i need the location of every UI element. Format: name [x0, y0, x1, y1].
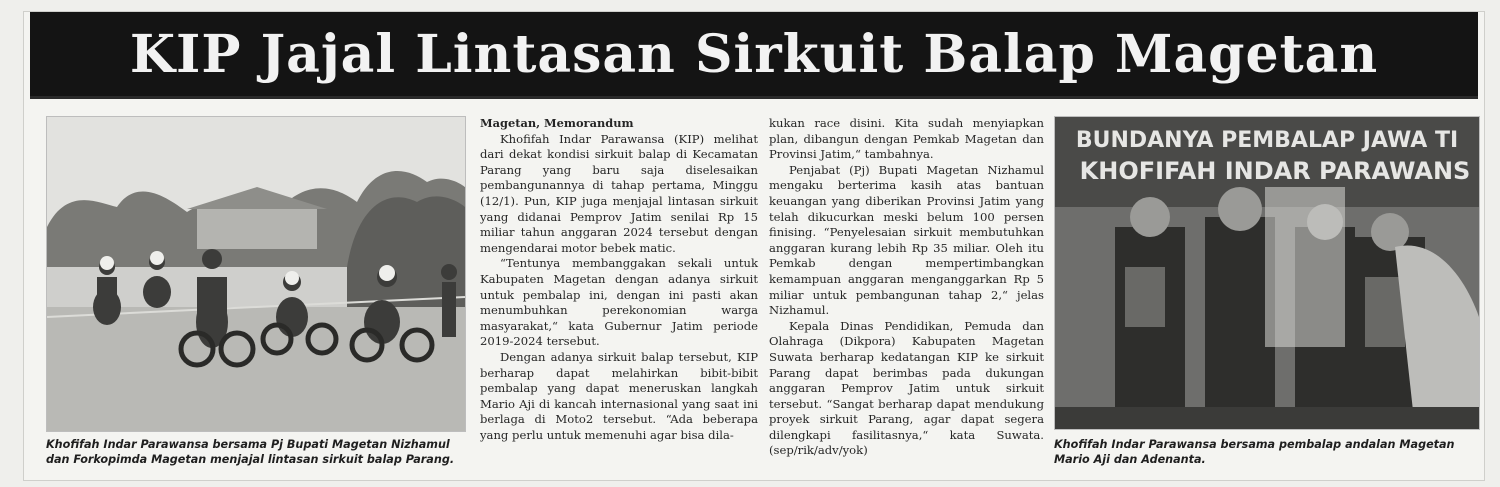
- caption-right: Khofifah Indar Parawansa bersama pembalap andalan Magetan Mario Aji dan Adenanta.: [1054, 438, 1455, 466]
- headline: KIP Jajal Lintasan Sirkuit Balap Magetan: [129, 23, 1379, 85]
- newspaper-clipping: [24, 12, 1484, 480]
- dateline: Magetan, Memorandum: [480, 116, 634, 130]
- headline-banner: [30, 12, 1478, 96]
- paragraph: Kepala Dinas Pendidikan, Pemuda dan Olahraga (Dikpora) Kabupaten Magetan Suwata berharap kedatangan KIP ke sirkuit Parang dapat berimbas pada dukungan anggaran Pemprov Jatim untuk sirkuit tersebut. “Sangat berharap dapat mendukung proyek sirkuit Parang, agar dapat segera dilengkapi fasilitasnya,“ kata Suwata. (sep/rik/adv/yok): [769, 318, 1044, 458]
- paragraph: Dengan adanya sirkuit balap tersebut, KIP berharap dapat melahirkan bibit-bibit pembalap yang dapat meneruskan langkah Mario Aji di kancah internasional yang saat ini berlaga di Moto2 tersebut. “Ada beberapa yang perlu untuk memenuhi agar bisa dila-: [480, 349, 758, 442]
- paragraph: “Tentunya membanggakan sekali untuk Kabupaten Magetan dengan adanya sirkuit untuk pembalap ini, dengan ini pasti akan menumbuhkan perekonomian warga masyarakat,“ kata Gubernur Jatim periode 2019-2024 tersebut.: [480, 256, 758, 349]
- photo-riders-on-circuit: [46, 116, 466, 432]
- article-column-1: [480, 116, 758, 443]
- caption-left: Khofifah Indar Parawansa bersama Pj Bupati Magetan Nizhamul dan Forkopimda Magetan menjajal lintasan sirkuit balap Parang.: [46, 438, 455, 466]
- article-column-2: [769, 116, 1044, 459]
- headline-rule: [30, 96, 1478, 99]
- banner-line-2: KHOFIFAH INDAR PARAWANS: [1079, 157, 1471, 185]
- paragraph: kukan race disini. Kita sudah menyiapkan plan, dibangun dengan Pemkab Magetan dan Provinsi Jatim,“ tambahnya.: [769, 116, 1044, 162]
- paragraph: Khofifah Indar Parawansa (KIP) melihat dari dekat kondisi sirkuit balap di Kecamatan Parang yang baru saja diselesaikan pembangunannya di tahap pertama, Minggu (12/1). Pun, KIP juga menjajal lintasan sirkuit yang didanai Pemprov Jatim senilai Rp 15 miliar tahun anggaran 2024 tersebut dengan mengendarai motor bebek matic.: [480, 131, 758, 255]
- photo-kip-with-racers: [1054, 116, 1480, 430]
- paragraph: Penjabat (Pj) Bupati Magetan Nizhamul mengaku berterima kasih atas bantuan keuangan yang diberikan Provinsi Jatim yang telah dikucurkan meski belum 100 persen finising. “Penyelesaian sirkuit membutuhkan anggaran kurang lebih Rp 35 miliar. Oleh itu Pemkab dengan mempertimbangkan kemampuan anggaran menganggarkan Rp 5 miliar untuk pembangunan tahap 2,“ jelas Nizhamul.: [769, 162, 1044, 318]
- banner-line-1: BUNDANYA PEMBALAP JAWA TI: [1075, 128, 1459, 153]
